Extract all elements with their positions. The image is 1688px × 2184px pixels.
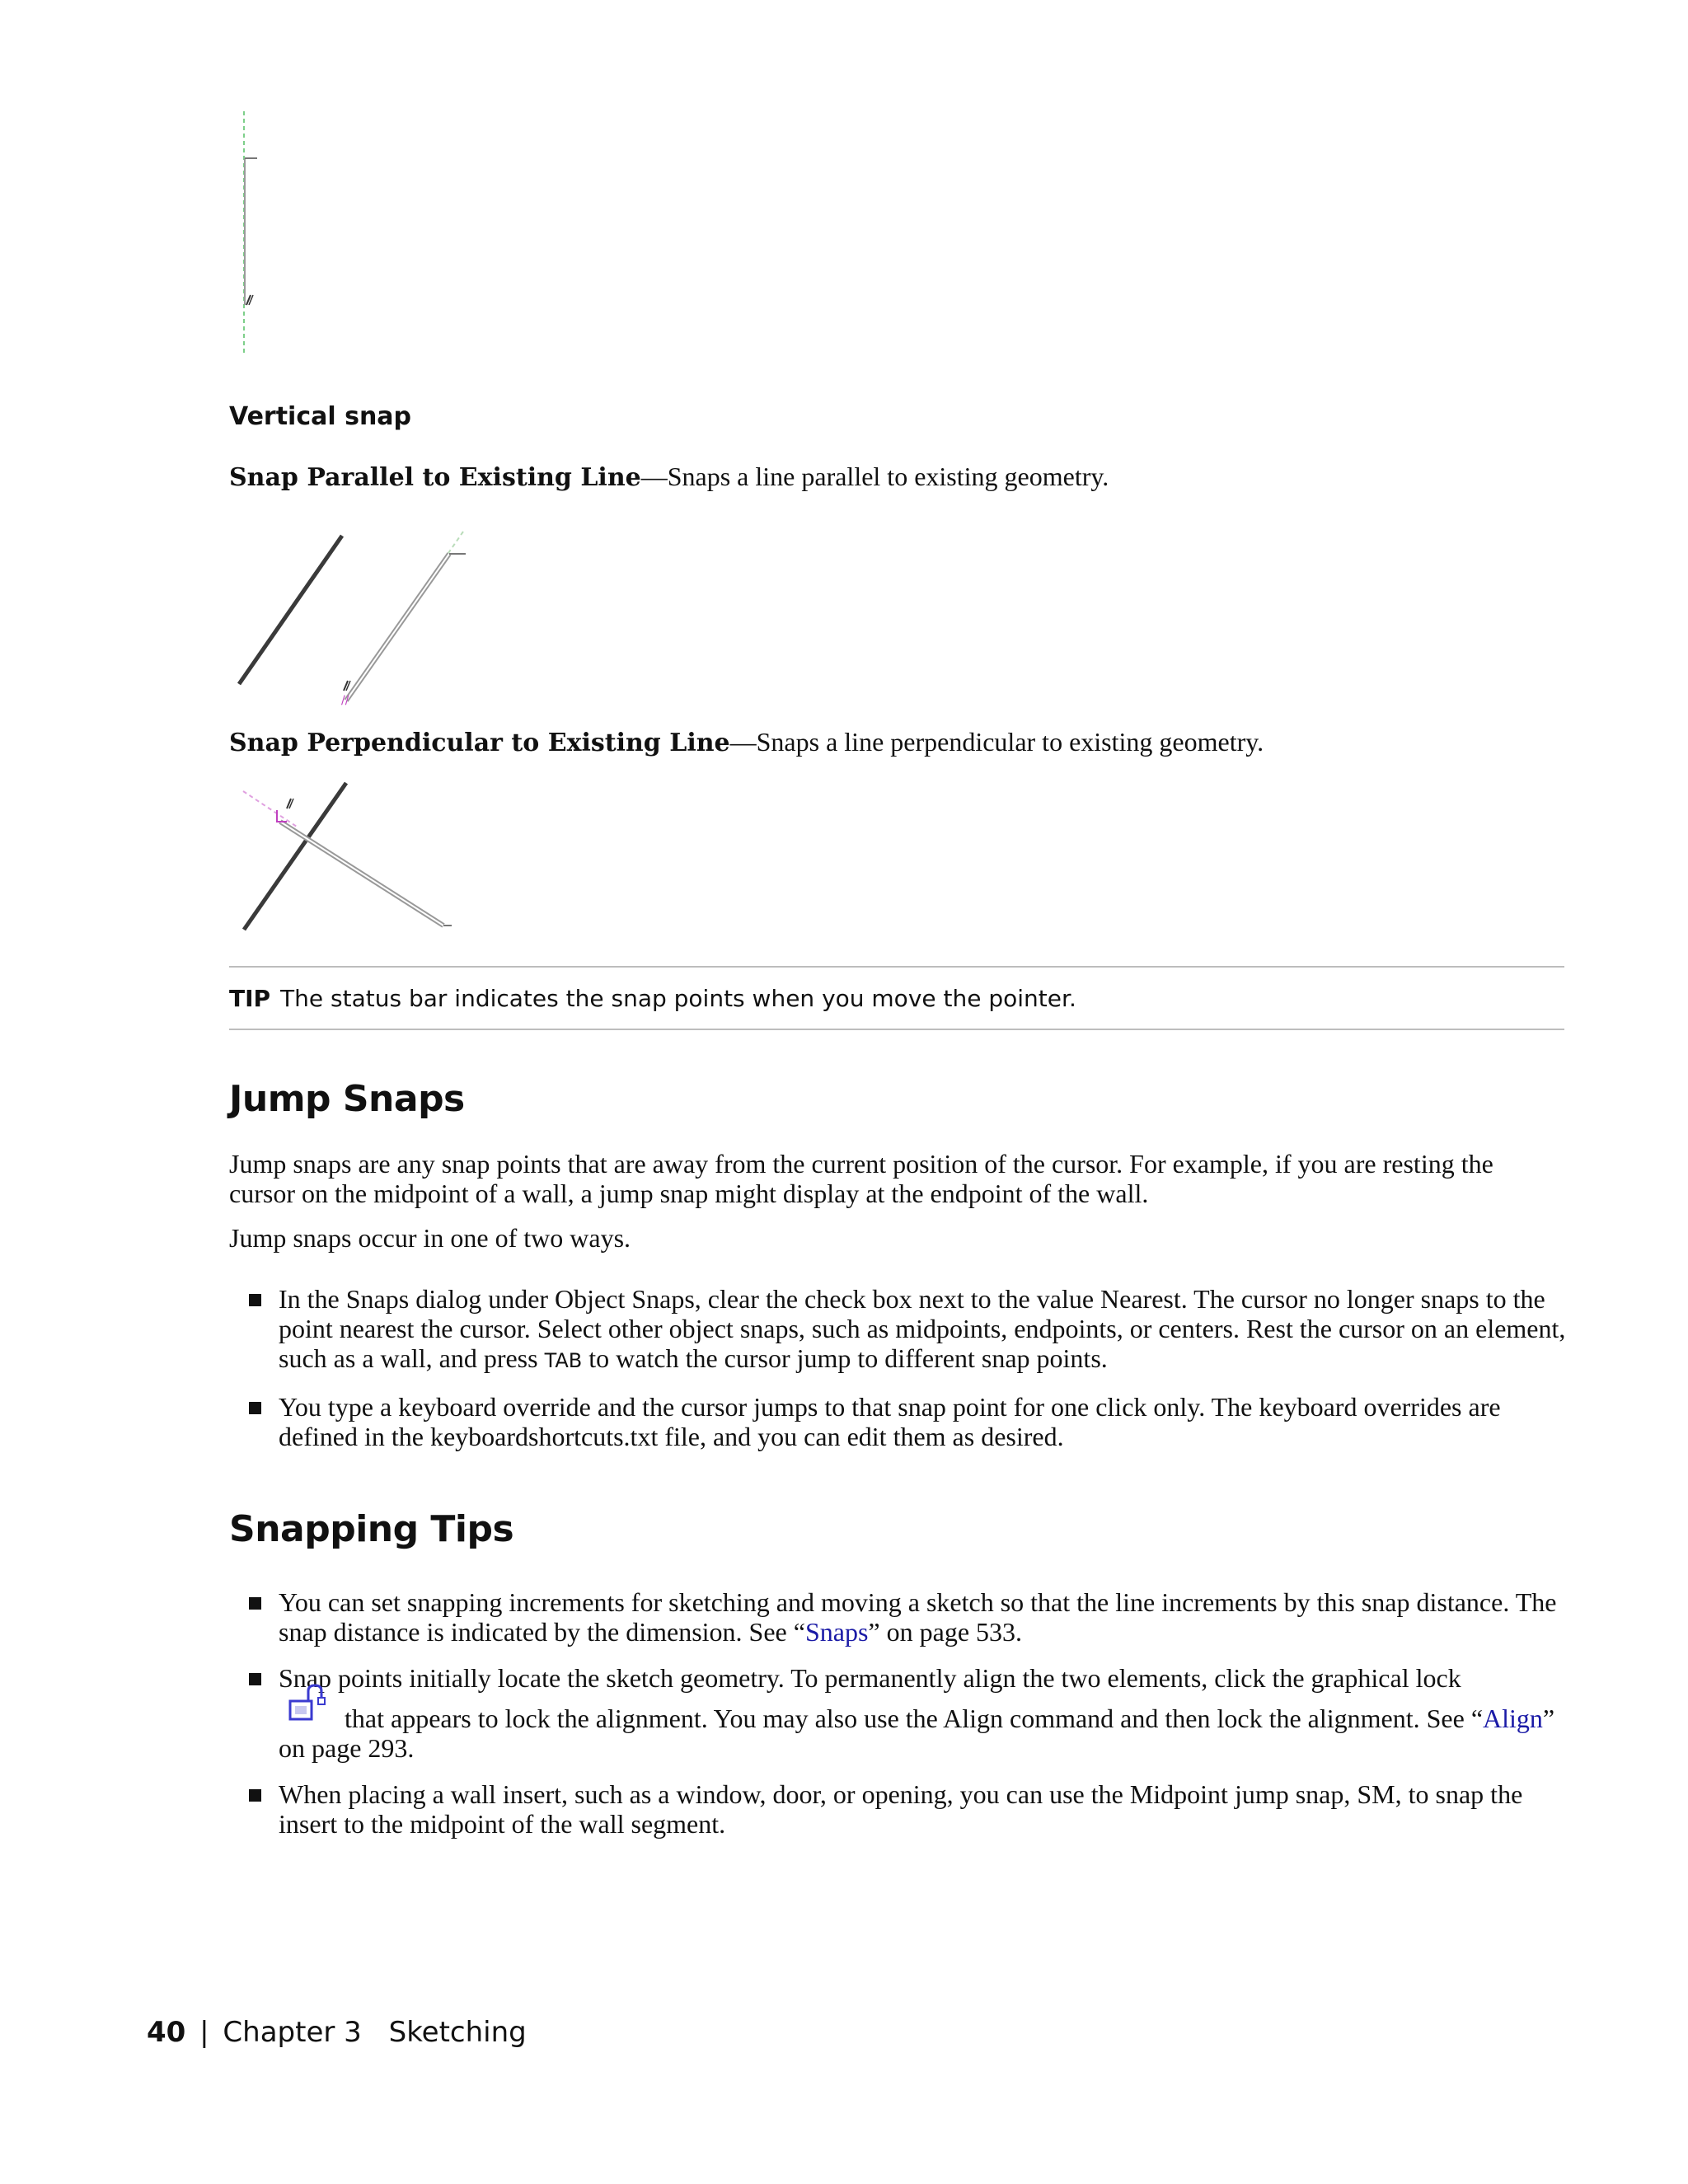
tip-text: The status bar indicates the snap points when you move the pointer. (280, 984, 1076, 1012)
bullet-square-icon (249, 1402, 261, 1414)
jump-snaps-paragraph-2: Jump snaps occur in one of two ways. (229, 1223, 631, 1253)
align-link[interactable]: Align (1483, 1704, 1543, 1733)
tab-key-label: TAB (544, 1349, 583, 1372)
perpendicular-snap-term: Snap Perpendicular to Existing Line (229, 729, 730, 757)
jump-snaps-paragraph-1: Jump snaps are any snap points that are away from the current position of the cursor. For example, if you are resting the cursor on the midpoint of a wall, a jump snap might display at the endpoint of the wall. (229, 1149, 1493, 1208)
bullet-square-icon (249, 1789, 261, 1802)
parallel-snap-term: Snap Parallel to Existing Line (229, 463, 641, 492)
bullet-square-icon (249, 1294, 261, 1306)
parallel-snap-paragraph (229, 462, 1564, 493)
pencil-cursor-icon (344, 681, 350, 691)
list-item: You type a keyboard override and the cursor jumps to that snap point for one click only. The keyboard overrides are defined in the keyboardshortcuts.txt file, and you can edit them as desired. (229, 1392, 1581, 1451)
page-number: 40 (147, 2016, 186, 2049)
jump-snaps-heading: Jump Snaps (229, 1078, 465, 1120)
perpendicular-snap-figure (231, 779, 462, 935)
snapping-tips-heading: Snapping Tips (229, 1508, 514, 1550)
list-item: Snap points initially locate the sketch geometry. To permanently align the two elements, click the graphical lock that appears to lock the alignment. You may also use the Align command and then lock the alignment. See “Align” on page 293. (229, 1663, 1581, 1763)
perpendicular-snap-paragraph (229, 727, 1564, 758)
page-footer (147, 2016, 527, 2049)
vertical-snap-caption: Vertical snap (229, 402, 412, 431)
bullet-square-icon (249, 1597, 261, 1610)
vertical-snap-figure (231, 107, 280, 363)
bullet-square-icon (249, 1673, 261, 1685)
parallel-snap-description: —Snaps a line parallel to existing geometry. (640, 462, 1109, 491)
snapping-tips-list (229, 1587, 1581, 1855)
parallel-snap-figure (231, 527, 478, 709)
pencil-cursor-icon (287, 799, 293, 808)
footer-chapter: Chapter 3 (223, 2016, 362, 2049)
jump-snaps-list (229, 1284, 1581, 1468)
perpendicular-snap-description: —Snaps a line perpendicular to existing geometry. (729, 727, 1264, 757)
list-item: When placing a wall insert, such as a window, door, or opening, you can use the Midpoint jump snap, SM, to snap the insert to the midpoint of the wall segment. (229, 1779, 1581, 1839)
footer-title: Sketching (388, 2016, 527, 2049)
list-item: In the Snaps dialog under Object Snaps, clear the check box next to the value Nearest. The cursor no longer snaps to the point nearest the cursor. Select other object snaps, such as midpoints, endpoints, or centers. Rest the cursor on an element, such as a wall, and press TAB to watch the cursor jump to different snap points. (229, 1284, 1581, 1376)
tip-box (229, 966, 1564, 1030)
tip-label: TIP (229, 984, 271, 1012)
footer-separator: | (199, 2016, 209, 2049)
pencil-cursor-icon (246, 295, 253, 305)
snaps-link[interactable]: Snaps (804, 1617, 869, 1647)
lock-icon (287, 1683, 333, 1726)
list-item: You can set snapping increments for sketching and moving a sketch so that the line increments by this snap distance. The snap distance is indicated by the dimension. See “Snaps” on page 533. (229, 1587, 1581, 1647)
svg-text://: // (341, 694, 349, 707)
